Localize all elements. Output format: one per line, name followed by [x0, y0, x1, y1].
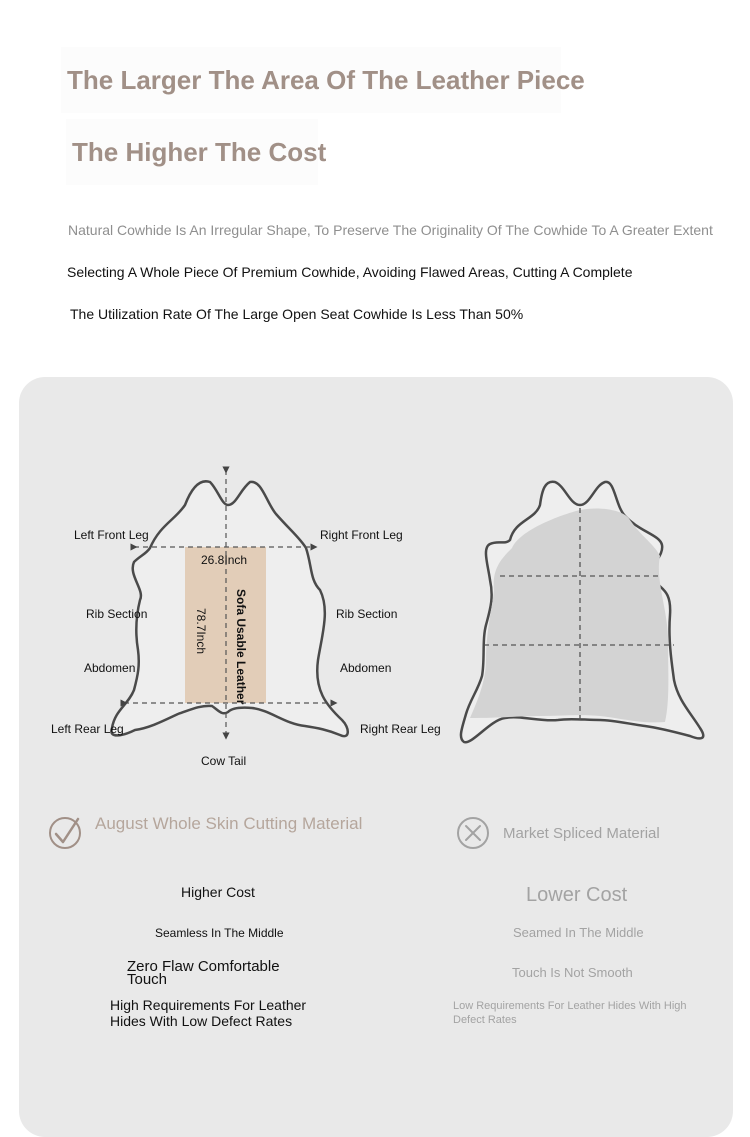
spliced-hide-inner — [470, 508, 668, 722]
right-item-cost: Lower Cost — [526, 884, 628, 906]
headline-line-1: The Larger The Area Of The Leather Piece — [61, 47, 561, 113]
label-abdomen-right: Abdomen — [340, 661, 392, 675]
label-right-rear-leg: Right Rear Leg — [360, 722, 441, 736]
usable-leather-label: Sofa Usable Leather — [234, 589, 248, 705]
left-item-seam: Seamless In The Middle — [155, 926, 284, 940]
x-circle-icon — [458, 818, 488, 848]
label-cow-tail: Cow Tail — [201, 754, 247, 768]
description-line-2: Selecting A Whole Piece Of Premium Cowhide, Avoiding Flawed Areas, Cutting A Complete — [67, 264, 633, 280]
check-circle-icon — [50, 818, 80, 848]
spliced-title: Market Spliced Material — [503, 825, 660, 842]
width-measure-label: 26.8Inch — [201, 553, 248, 567]
label-rib-left: Rib Section — [86, 607, 148, 621]
label-left-rear-leg: Left Rear Leg — [51, 722, 124, 736]
whole-skin-title: August Whole Skin Cutting Material — [95, 814, 363, 833]
left-item-requirements: High Requirements For Leather Hides With Low Defect Rates — [110, 997, 307, 1029]
description-line-1: Natural Cowhide Is An Irregular Shape, To Preserve The Originality Of The Cowhide To A Greater Extent — [68, 222, 713, 238]
headline-line-2: The Higher The Cost — [66, 119, 318, 185]
left-item-touch: Zero Flaw Comfortable Touch — [127, 958, 280, 988]
label-right-front-leg: Right Front Leg — [320, 528, 403, 542]
label-abdomen-left: Abdomen — [84, 661, 136, 675]
right-item-requirements: Low Requirements For Leather Hides With High Defect Rates — [453, 1000, 687, 1026]
left-item-cost: Higher Cost — [181, 884, 255, 900]
description-line-3: The Utilization Rate Of The Large Open Seat Cowhide Is Less Than 50% — [70, 306, 524, 322]
right-item-seam: Seamed In The Middle — [513, 925, 644, 940]
right-item-touch: Touch Is Not Smooth — [512, 965, 633, 980]
label-rib-right: Rib Section — [336, 607, 398, 621]
height-measure-label: 78.7Inch — [194, 607, 209, 655]
label-left-front-leg: Left Front Leg — [74, 528, 149, 542]
